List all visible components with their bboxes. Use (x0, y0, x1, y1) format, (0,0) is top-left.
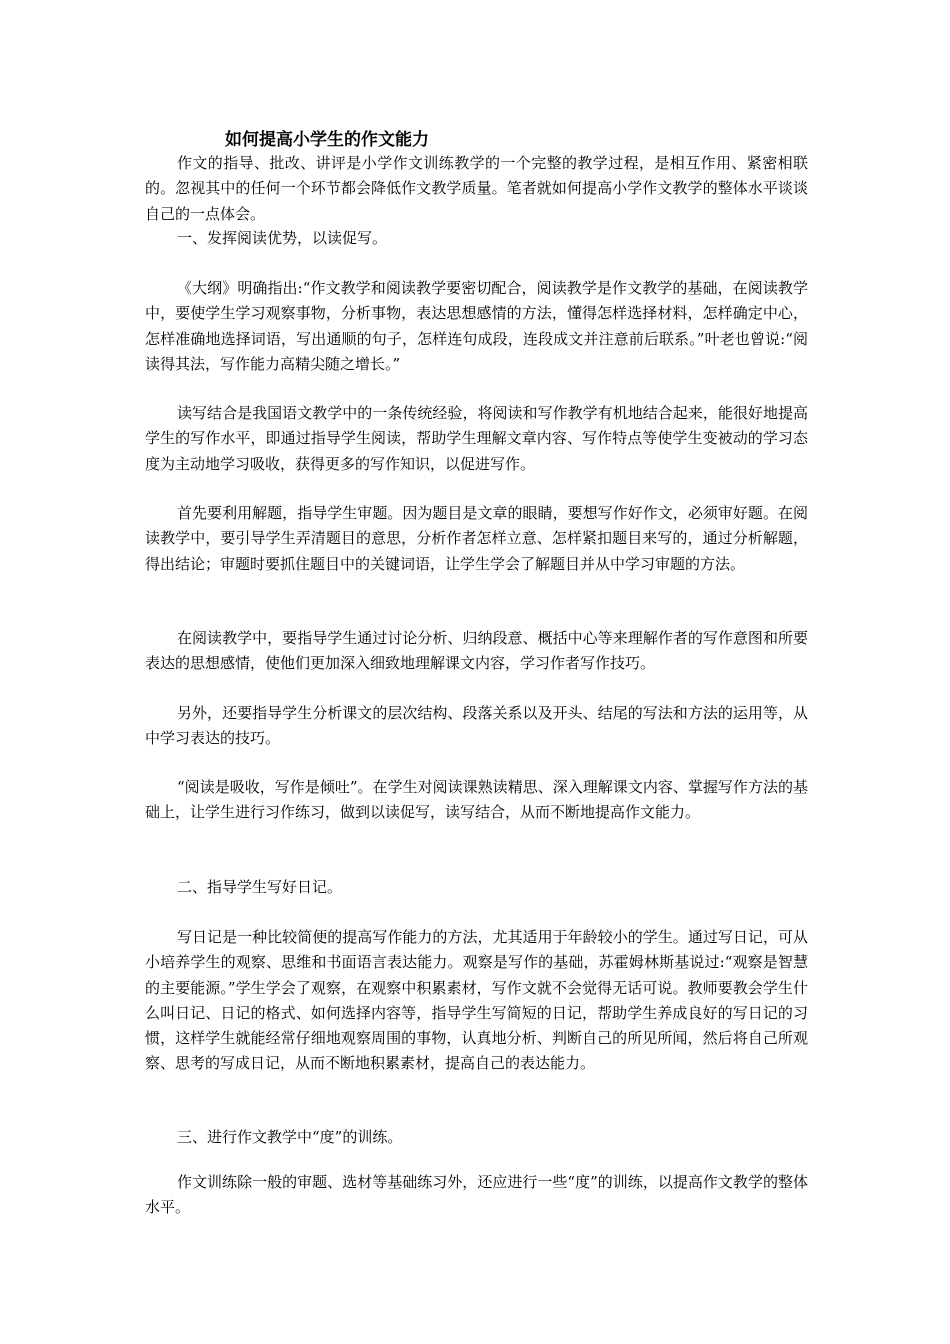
paragraph-structure: 另外，还要指导学生分析课文的层次结构、段落关系以及开头、结尾的写法和方法的运用等，从中学习表达的技巧。 (145, 704, 808, 748)
section-heading-3: 三、进行作文教学中“度”的训练。 (177, 1128, 403, 1146)
paragraph-syllabus-quote: 《大纲》明确指出:“作文教学和阅读教学要密切配合，阅读教学是作文教学的基础，在阅读教学中，要使学生学习观察事物，分析事物，表达思想感情的方法，懂得怎样选择材料，怎样确定中心，怎样准确地选择词语，写出通顺的句子，怎样连句成段，连段成文并注意前后联系。”叶老也曾说:“阅读得其法，写作能力高精尖随之增长。” (145, 279, 808, 373)
section-heading-2: 二、指导学生写好日记。 (177, 878, 343, 896)
paragraph-diary: 写日记是一种比较简便的提高写作能力的方法，尤其适用于年龄较小的学生。通过写日记，可从小培养学生的观察、思维和书面语言表达能力。观察是写作的基础，苏霍姆林斯基说过:“观察是智慧的主要能源。”学生学会了观察，在观察中积累素材，写作文就不会觉得无话可说。教师要教会学生什么叫日记、日记的格式、如何选择内容等，指导学生写简短的日记，帮助学生养成良好的写日记的习惯，这样学生就能经常仔细地观察周围的事物，认真地分析、判断自己的所见所闻，然后将自己所观察、思考的写成日记，从而不断地积累素材，提高自己的表达能力。 (145, 928, 808, 1073)
paragraph-absorb-express: “阅读是吸收，写作是倾吐”。在学生对阅读课熟读精思、深入理解课文内容、掌握写作方法的基础上，让学生进行习作练习，做到以读促写，读写结合，从而不断地提高作文能力。 (145, 778, 808, 822)
paragraph-reading-writing: 读写结合是我国语文教学中的一条传统经验，将阅读和写作教学有机地结合起来，能很好地提高学生的写作水平，即通过指导学生阅读，帮助学生理解文章内容、写作特点等使学生变被动的学习态度为主动地学习吸收，获得更多的写作知识，以促进写作。 (145, 404, 808, 473)
paragraph-intro: 作文的指导、批改、讲评是小学作文训练教学的一个完整的教学过程，是相互作用、紧密相联的。忽视其中的任何一个环节都会降低作文教学质量。笔者就如何提高小学作文教学的整体水平谈谈自己的一点体会。 (145, 154, 808, 223)
paragraph-topic-analysis: 首先要利用解题，指导学生审题。因为题目是文章的眼睛，要想写作好作文，必须审好题。在阅读教学中，要引导学生弄清题目的意思，分析作者怎样立意、怎样紧扣题目来写的，通过分析解题，得出结论；审题时要抓住题目中的关键词语，让学生学会了解题目并从中学习审题的方法。 (145, 504, 808, 573)
section-heading-1: 一、发挥阅读优势，以读促写。 (177, 229, 388, 247)
paragraph-discussion: 在阅读教学中，要指导学生通过讨论分析、归纳段意、概括中心等来理解作者的写作意图和所要表达的思想感情，使他们更加深入细致地理解课文内容，学习作者写作技巧。 (145, 629, 808, 673)
document-title: 如何提高小学生的作文能力 (225, 130, 429, 150)
paragraph-degree-training: 作文训练除一般的审题、选材等基础练习外，还应进行一些“度”的训练，以提高作文教学的整体水平。 (145, 1173, 808, 1217)
